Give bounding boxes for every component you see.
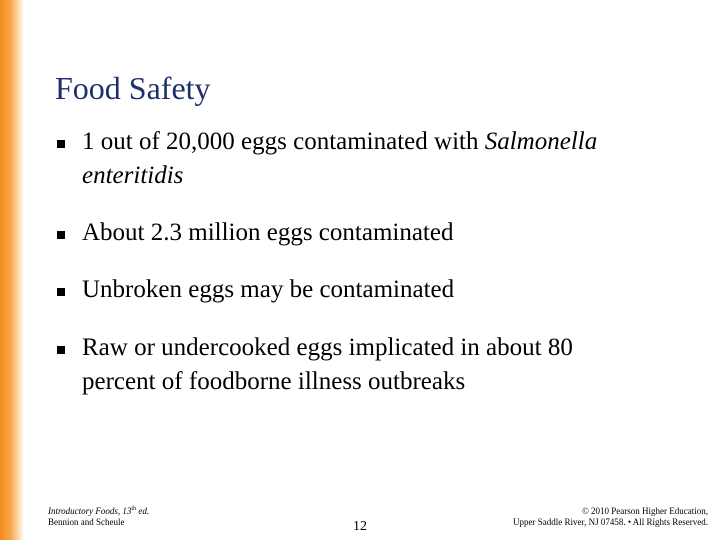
- footer-edition-suffix: ed.: [136, 506, 150, 516]
- left-accent-stripe: [0, 0, 24, 540]
- footer-copyright: [513, 506, 708, 528]
- bullet-text-4-line2: percent of foodborne illness outbreaks: [82, 368, 466, 395]
- bullet-text-1-italic-line2: enteritidis: [82, 162, 184, 189]
- square-bullet-icon: [57, 288, 65, 296]
- slide-title: Food Safety: [55, 70, 211, 106]
- page-number: 12: [353, 519, 367, 534]
- square-bullet-icon: [57, 346, 65, 354]
- bullet-text-3: Unbroken eggs may be contaminated: [82, 276, 455, 303]
- bullet-text-2: About 2.3 million eggs contaminated: [82, 219, 454, 246]
- square-bullet-icon: [57, 140, 65, 148]
- footer-copyright-line2: Upper Saddle River, NJ 07458. • All Rights Reserved.: [512, 517, 708, 527]
- footer-book-title: Introductory Foods, 13: [48, 506, 132, 516]
- footer-book-info: [48, 506, 149, 528]
- bullet-text-1: [82, 125, 692, 193]
- bullet-text-1-plain: 1 out of 20,000 eggs contaminated with: [82, 128, 485, 155]
- bullet-text-1-italic: Salmonella: [484, 128, 598, 155]
- square-bullet-icon: [57, 231, 65, 239]
- footer-copyright-line1: © 2010 Pearson Higher Education,: [581, 506, 708, 516]
- footer-edition-sup: th: [131, 506, 137, 512]
- footer-authors: Bennion and Scheule: [48, 517, 125, 527]
- bullet-text-4-line1: Raw or undercooked eggs implicated in about 80: [82, 334, 573, 361]
- bullet-text-4: [82, 331, 692, 399]
